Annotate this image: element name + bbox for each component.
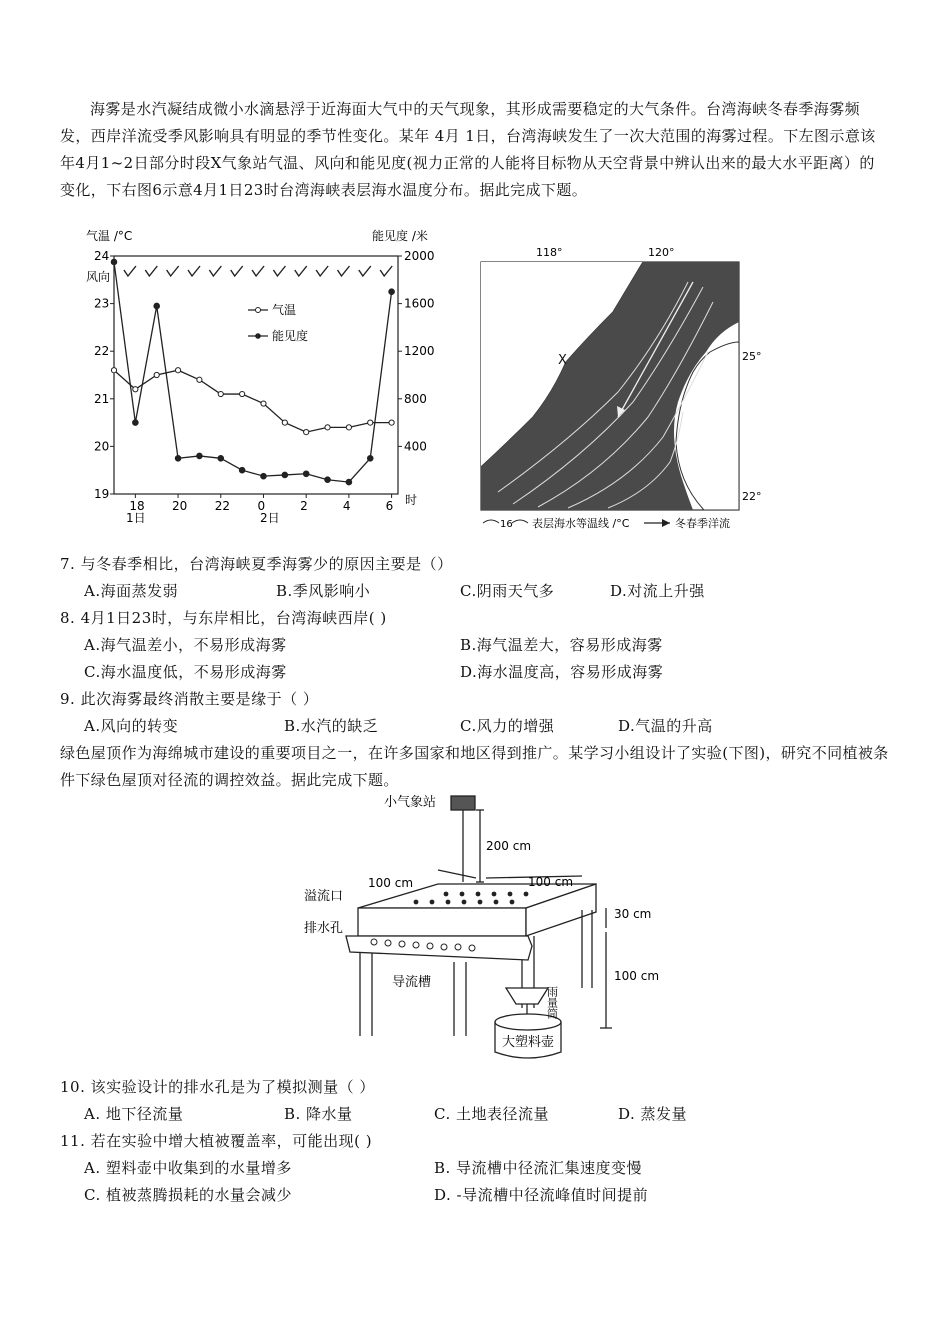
label-overflow: 溢流口 — [304, 889, 344, 904]
label-100cm-left: 100 cm — [368, 876, 414, 890]
visibility-point — [175, 456, 181, 462]
question-10: 10. 该实验设计的排水孔是为了模拟测量（ ） — [60, 1078, 375, 1096]
temperature-point — [218, 391, 223, 396]
visibility-point — [325, 477, 331, 483]
q10-option-b[interactable]: B. 降水量 — [284, 1105, 353, 1123]
visibility-point — [367, 456, 373, 462]
y-left-tick-label: 21 — [94, 391, 110, 406]
y-left-tick-label: 23 — [94, 296, 110, 311]
temperature-point — [240, 391, 245, 396]
q7-option-b[interactable]: B.季风影响小 — [276, 582, 371, 600]
wind-direction-mark — [337, 266, 349, 276]
y-right-tick-label: 1200 — [404, 344, 435, 359]
visibility-point — [346, 479, 352, 485]
x-station-mark: X — [558, 353, 567, 368]
temperature-point — [197, 377, 202, 382]
q9-option-a[interactable]: A.风向的转变 — [84, 717, 179, 735]
temperature-visibility-chart — [80, 228, 435, 528]
temperature-point — [154, 372, 159, 377]
q7-option-a[interactable]: A.海面蒸发弱 — [84, 582, 179, 600]
x-tick-label: 4 — [342, 499, 351, 513]
x-tick-label: 0 — [257, 499, 266, 513]
y-right-tick-label: 1600 — [404, 296, 435, 311]
label-100cm-height: 100 cm — [614, 969, 660, 983]
label-100cm-right: 100 cm — [528, 875, 574, 889]
q9-option-b[interactable]: B.水汽的缺乏 — [284, 717, 379, 735]
visibility-point — [239, 467, 245, 473]
wind-label: 风向 — [86, 270, 111, 284]
legend-vis: 能见度 — [272, 329, 309, 343]
wind-direction-mark — [252, 266, 264, 276]
q9-option-d[interactable]: D.气温的升高 — [618, 717, 713, 735]
y-left-tick-label: 19 — [94, 487, 110, 501]
wind-direction-mark — [359, 266, 371, 276]
passage-1: 海雾是水汽凝结成微小水滴悬浮于近海面大气中的天气现象，其形成需要稳定的大气条件。台湾海峡冬春季海雾频发，西岸洋流受季风影响具有明显的季节性变化。某年 4月 1日，台湾海峡发生了一次大范围的海雾过程。下左图示意该年4月1~2日部分时段X气象站气温、风向和能见度(视力正常的人能将目标物从天空背景中辨认出来的最大水平距离）的变化，下右图6示意4月1日23时台湾海峡表层海水温度分布。据此完成下题。 — [60, 100, 876, 199]
question-8: 8. 4月1日23时，与东岸相比，台湾海峡西岸( ) — [60, 609, 387, 627]
temperature-point — [261, 401, 266, 406]
wind-direction-mark — [145, 266, 157, 276]
visibility-point — [197, 453, 203, 459]
wind-direction-mark — [124, 266, 136, 276]
y-left-tick-label: 20 — [94, 439, 110, 454]
y-right-tick-label: 400 — [404, 439, 427, 454]
label-200cm: 200 cm — [486, 839, 532, 853]
question-9: 9. 此次海雾最终消散主要是缘于（ ） — [60, 690, 319, 708]
y-right-tick-label: 2000 — [404, 249, 435, 263]
lat-25: 25° — [742, 350, 762, 363]
temperature-point — [346, 425, 351, 430]
visibility-point — [282, 472, 288, 478]
visibility-line — [114, 262, 392, 482]
lat-22: 22° — [742, 490, 762, 503]
day1-label: 1日 — [126, 511, 146, 525]
label-gauge: 雨量筒 — [545, 986, 559, 1019]
q10-option-c[interactable]: C. 土地表径流量 — [434, 1105, 549, 1123]
visibility-point — [218, 456, 224, 462]
q9-option-c[interactable]: C.风力的增强 — [460, 717, 555, 735]
q11-option-b[interactable]: B. 导流槽中径流汇集速度变慢 — [434, 1159, 643, 1177]
q11-option-c[interactable]: C. 植被蒸腾损耗的水量会减少 — [84, 1186, 292, 1204]
ylabel-left: 气温 /°C — [86, 229, 133, 243]
temperature-point — [133, 387, 138, 392]
q10-option-d[interactable]: D. 蒸发量 — [618, 1105, 688, 1123]
lon-120: 120° — [648, 246, 675, 259]
label-station: 小气象站 — [384, 795, 437, 810]
legend-current: 冬春季洋流 — [675, 517, 730, 530]
y-left-tick-label: 22 — [94, 344, 110, 359]
ylabel-right: 能见度 /米 — [372, 229, 428, 243]
q7-option-c[interactable]: C.阴雨天气多 — [460, 582, 555, 600]
y-right-tick-label: 800 — [404, 391, 427, 406]
x-unit: 时 — [405, 493, 418, 507]
q8-option-a[interactable]: A.海气温差小，不易形成海雾 — [84, 636, 287, 654]
legend-isotherm: 表层海水等温线 /°C — [532, 517, 630, 530]
q8-option-c[interactable]: C.海水温度低，不易形成海雾 — [84, 663, 287, 681]
x-tick-label: 20 — [172, 499, 188, 513]
wind-direction-mark — [316, 266, 328, 276]
q7-option-d[interactable]: D.对流上升强 — [610, 582, 705, 600]
q8-option-d[interactable]: D.海水温度高，容易形成海雾 — [460, 663, 664, 681]
sea-temperature-map — [478, 242, 778, 534]
label-drain: 排水孔 — [304, 921, 344, 936]
lon-118: 118° — [536, 246, 563, 259]
wind-direction-mark — [295, 266, 307, 276]
label-30cm: 30 cm — [614, 907, 652, 921]
day2-label: 2日 — [260, 511, 280, 525]
legend-temp: 气温 — [272, 303, 297, 317]
temperature-point — [175, 368, 180, 373]
temperature-point — [304, 430, 309, 435]
x-tick-label: 18 — [129, 499, 145, 513]
x-tick-label: 2 — [300, 499, 308, 513]
q8-option-b[interactable]: B.海气温差大，容易形成海雾 — [460, 636, 663, 654]
temperature-point — [111, 368, 116, 373]
label-channel: 导流槽 — [392, 975, 432, 990]
x-tick-label: 6 — [385, 499, 394, 513]
q11-option-a[interactable]: A. 塑料壶中收集到的水量增多 — [84, 1159, 292, 1177]
green-roof-experiment-diagram — [296, 790, 676, 1075]
wind-direction-mark — [380, 266, 392, 276]
temperature-point — [325, 425, 330, 430]
temperature-point — [282, 420, 287, 425]
wind-direction-mark — [231, 266, 243, 276]
wind-direction-mark — [167, 266, 179, 276]
wind-direction-mark — [209, 266, 221, 276]
temperature-line — [114, 370, 392, 432]
q10-option-a[interactable]: A. 地下径流量 — [84, 1105, 184, 1123]
y-left-tick-label: 24 — [94, 249, 110, 263]
x-tick-label: 22 — [214, 499, 231, 513]
visibility-point — [133, 420, 139, 426]
question-11: 11. 若在实验中增大植被覆盖率，可能出现( ) — [60, 1132, 373, 1150]
temperature-point — [368, 420, 373, 425]
visibility-point — [303, 471, 309, 477]
legend-iso-sample: 16 — [500, 519, 513, 530]
visibility-point — [261, 473, 267, 479]
visibility-point — [389, 289, 395, 295]
question-7: 7. 与冬春季相比，台湾海峡夏季海雾少的原因主要是（） — [60, 555, 453, 573]
visibility-point — [154, 303, 160, 309]
wind-direction-mark — [188, 266, 200, 276]
label-pot: 大塑料壶 — [502, 1035, 555, 1050]
wind-direction-mark — [273, 266, 285, 276]
passage-2: 绿色屋顶作为海绵城市建设的重要项目之一，在许多国家和地区得到推广。某学习小组设计了实验(下图)，研究不同植被条件下绿色屋顶对径流的调控效益。据此完成下题。 — [60, 744, 889, 789]
temperature-point — [389, 420, 394, 425]
q11-option-d[interactable]: D. -导流槽中径流峰值时间提前 — [434, 1186, 649, 1204]
visibility-point — [111, 259, 117, 265]
